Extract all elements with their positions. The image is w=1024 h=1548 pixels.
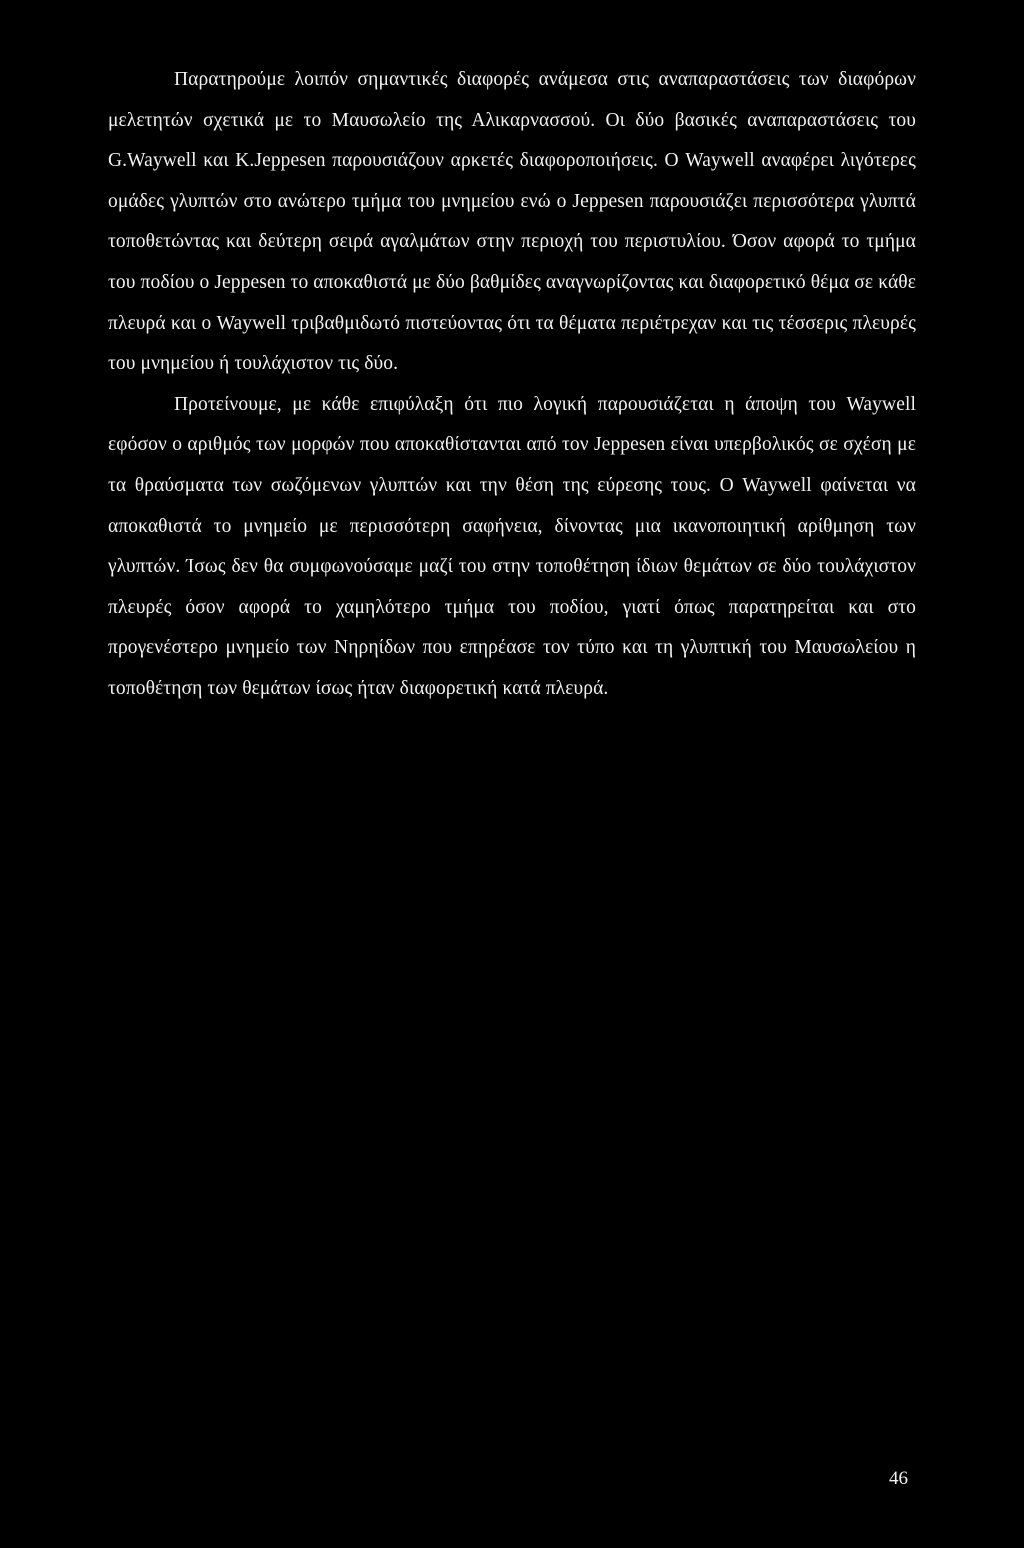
- paragraph-2: Προτείνουμε, με κάθε επιφύλαξη ότι πιο λογική παρουσιάζεται η άποψη του Waywell εφόσον ο αριθμός των μορφών που αποκαθίστανται από τον Jeppesen είναι υπερβολικός σε σχέση με τα θραύσματα των σωζόμενων γλυπτών και την θέση της εύρεσης τους. Ο Waywell φαίνεται να αποκαθιστά το μνημείο με περισσότερη σαφήνεια, δίνοντας μια ικανοποιητική αρίθμηση των γλυπτών. Ίσως δεν θα συμφωνούσαμε μαζί του στην τοποθέτηση ίδιων θεμάτων σε δύο τουλάχιστον πλευρές όσον αφορά το χαμηλότερο τμήμα του ποδίου, γιατί όπως παρατηρείται και στο προγενέστερο μνημείο των Νηρηίδων που επηρέασε τον τύπο και τη γλυπτική του Μαυσωλείου η τοποθέτηση των θεμάτων ίσως ήταν διαφορετική κατά πλευρά.: [108, 393, 916, 699]
- paragraph-1: Παρατηρούμε λοιπόν σημαντικές διαφορές ανάμεσα στις αναπαραστάσεις των διαφόρων μελετητών σχετικά με το Μαυσωλείο της Αλικαρνασσού. Οι δύο βασικές αναπαραστάσεις του G.Waywell και K.Jeppesen παρουσιάζουν αρκετές διαφοροποιήσεις. Ο Waywell αναφέρει λιγότερες ομάδες γλυπτών στο ανώτερο τμήμα του μνημείου ενώ ο Jeppesen παρουσιάζει περισσότερα γλυπτά τοποθετώντας και δεύτερη σειρά αγαλμάτων στην περιοχή του περιστυλίου. Όσον αφορά το τμήμα του ποδίου ο Jeppesen το αποκαθιστά με δύο βαθμίδες αναγνωρίζοντας και διαφορετικό θέμα σε κάθε πλευρά και ο Waywell τριβαθμιδωτό πιστεύοντας ότι τα θέματα περιέτρεχαν και τις τέσσερις πλευρές του μνημείου ή τουλάχιστον τις δύο.: [108, 69, 916, 375]
- page-number: 46: [889, 1468, 908, 1489]
- body-text: [108, 60, 916, 710]
